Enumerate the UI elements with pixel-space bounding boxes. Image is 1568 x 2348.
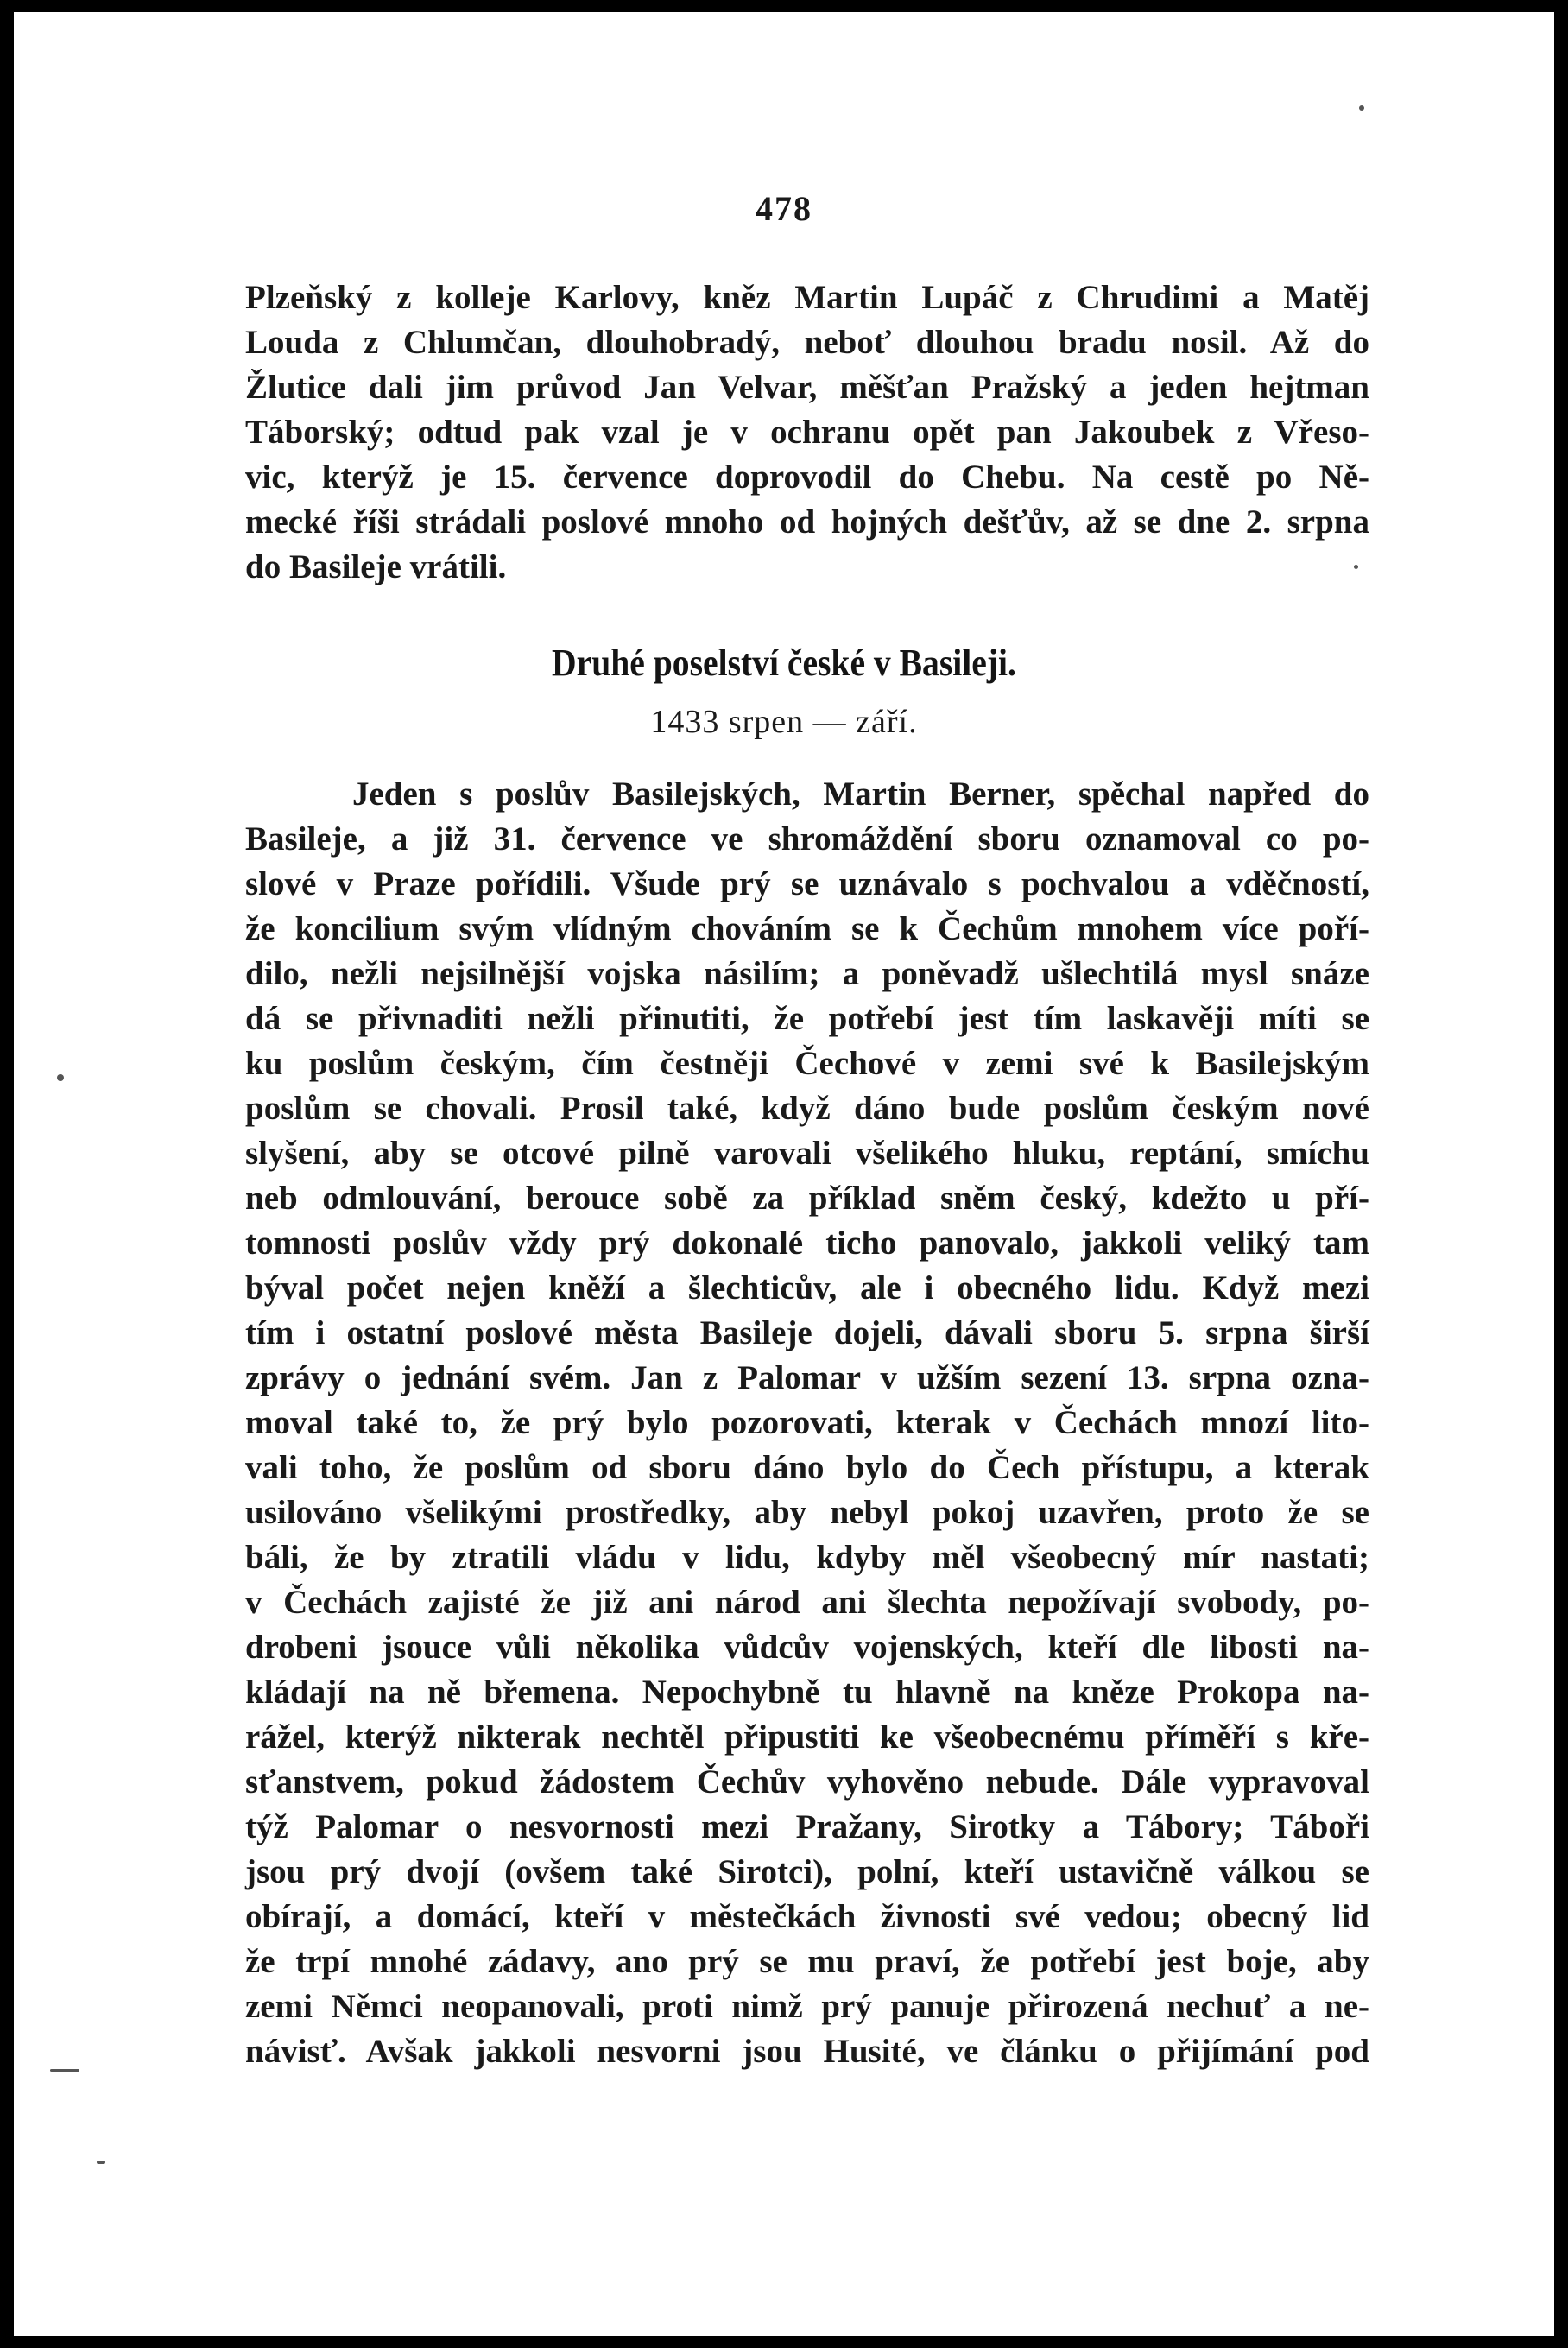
text-line: báli, že by ztratili vládu v lidu, kdyby měl všeobecný mír nastati; (245, 1539, 1369, 1576)
text-line: Jeden s poslův Basilejských, Martin Berner, spěchal napřed do (352, 775, 1369, 813)
scan-speck (50, 2069, 79, 2072)
text-line: tomnosti poslův vždy prý dokonalé ticho panovalo, jakkoli veliký tam (245, 1225, 1369, 1262)
scan-speck (97, 2161, 105, 2164)
page-number: 478 (756, 189, 812, 228)
text-line: drobeni jsouce vůli několika vůdcův vojenských, kteří dle libosti na- (245, 1629, 1369, 1666)
text-line: usilováno všelikými prostředky, aby nebyl pokoj uzavřen, proto že se (245, 1494, 1369, 1531)
text-line: Louda z Chlumčan, dlouhobradý, neboť dlouhou bradu nosil. Až do (245, 324, 1369, 361)
text-line: slové v Praze pořídili. Všude prý se uznávalo s pochvalou a vděčností, (245, 865, 1369, 902)
text-line: zemi Němci neopanovali, proti nimž prý panuje přirozená nechuť a ne- (245, 1988, 1369, 2025)
text-line: mecké říši strádali poslové mnoho od hojných dešťův, až se dne 2. srpna (245, 503, 1369, 541)
text-line: Plzeňský z kolleje Karlovy, kněz Martin Lupáč z Chrudimi a Matěj (245, 279, 1369, 316)
text-line: vic, kterýž je 15. července doprovodil do Chebu. Na cestě po Ně- (245, 459, 1369, 496)
text-line: kládají na ně břemena. Nepochybně tu hlavně na kněze Prokopa na- (245, 1674, 1369, 1711)
text-line: v Čechách zajisté že již ani národ ani šlechta nepožívají svobody, po- (245, 1584, 1369, 1621)
body-paragraph (245, 772, 1369, 2074)
intro-paragraph (245, 275, 1369, 590)
text-line: dilo, nežli nejsilnější vojska násilím; a poněvadž ušlechtilá mysl snáze (245, 955, 1369, 992)
text-line: dá se přivnaditi nežli přinutiti, že potřebí jest tím laskavěji míti se (245, 1000, 1369, 1037)
text-line: že koncilium svým vlídným chováním se k Čechům mnohem více poří- (245, 910, 1369, 947)
text-line: do Basileje vrátili. (245, 548, 507, 585)
text-line: slyšení, aby se otcové pilně varovali všelikého hluku, reptání, smíchu (245, 1135, 1369, 1172)
document-page (14, 12, 1554, 2336)
text-line: zprávy o jednání svém. Jan z Palomar v užším sezení 13. srpna ozna- (245, 1359, 1369, 1396)
text-line: neb odmlouvání, berouce sobě za příklad sněm český, kdežto u pří- (245, 1180, 1369, 1217)
scan-speck (57, 1074, 64, 1081)
text-line: že trpí mnohé zádavy, ano prý se mu praví, že potřebí jest boje, aby (245, 1943, 1369, 1980)
text-line: jsou prý dvojí (ovšem také Sirotci), polní, kteří ustavičně válkou se (245, 1853, 1369, 1890)
text-line: býval počet nejen kněží a šlechticův, ale i obecného lidu. Když mezi (245, 1269, 1369, 1307)
text-line: poslům se chovali. Prosil také, když dáno bude poslům českým nové (245, 1090, 1369, 1127)
text-line: Žlutice dali jim průvod Jan Velvar, měšťan Pražský a jeden hejtman (245, 369, 1369, 406)
text-line: Basileje, a již 31. července ve shromáždění sboru oznamoval co po- (245, 820, 1369, 858)
text-line: vali toho, že poslům od sboru dáno bylo do Čech přístupu, a kterak (245, 1449, 1369, 1486)
text-line: Táborský; odtud pak vzal je v ochranu opět pan Jakoubek z Vřeso- (245, 414, 1369, 451)
text-line: rážel, kterýž nikterak nechtěl připustiti ke všeobecnému příměří s kře- (245, 1718, 1369, 1756)
text-line: týž Palomar o nesvornosti mezi Pražany, Sirotky a Tábory; Táboři (245, 1808, 1369, 1845)
text-line: tím i ostatní poslové města Basileje dojeli, dávali sboru 5. srpna širší (245, 1314, 1369, 1351)
text-line: ku poslům českým, čím čestněji Čechové v zemi své k Basilejským (245, 1045, 1369, 1082)
scan-speck (1354, 565, 1358, 569)
text-line: moval také to, že prý bylo pozorovati, kterak v Čechách mnozí lito- (245, 1404, 1369, 1441)
section-heading: Druhé poselství české v Basileji. (552, 642, 1016, 684)
section-date: 1433 srpen — září. (650, 704, 918, 740)
scan-speck (1359, 105, 1364, 111)
text-line: sťanstvem, pokud žádostem Čechův vyhověno nebude. Dále vypravoval (245, 1763, 1369, 1801)
text-line: návisť. Avšak jakkoli nesvorni jsou Husité, ve článku o přijímání pod (245, 2033, 1369, 2070)
text-line: obírají, a domácí, kteří v městečkách živnosti své vedou; obecný lid (245, 1898, 1369, 1935)
